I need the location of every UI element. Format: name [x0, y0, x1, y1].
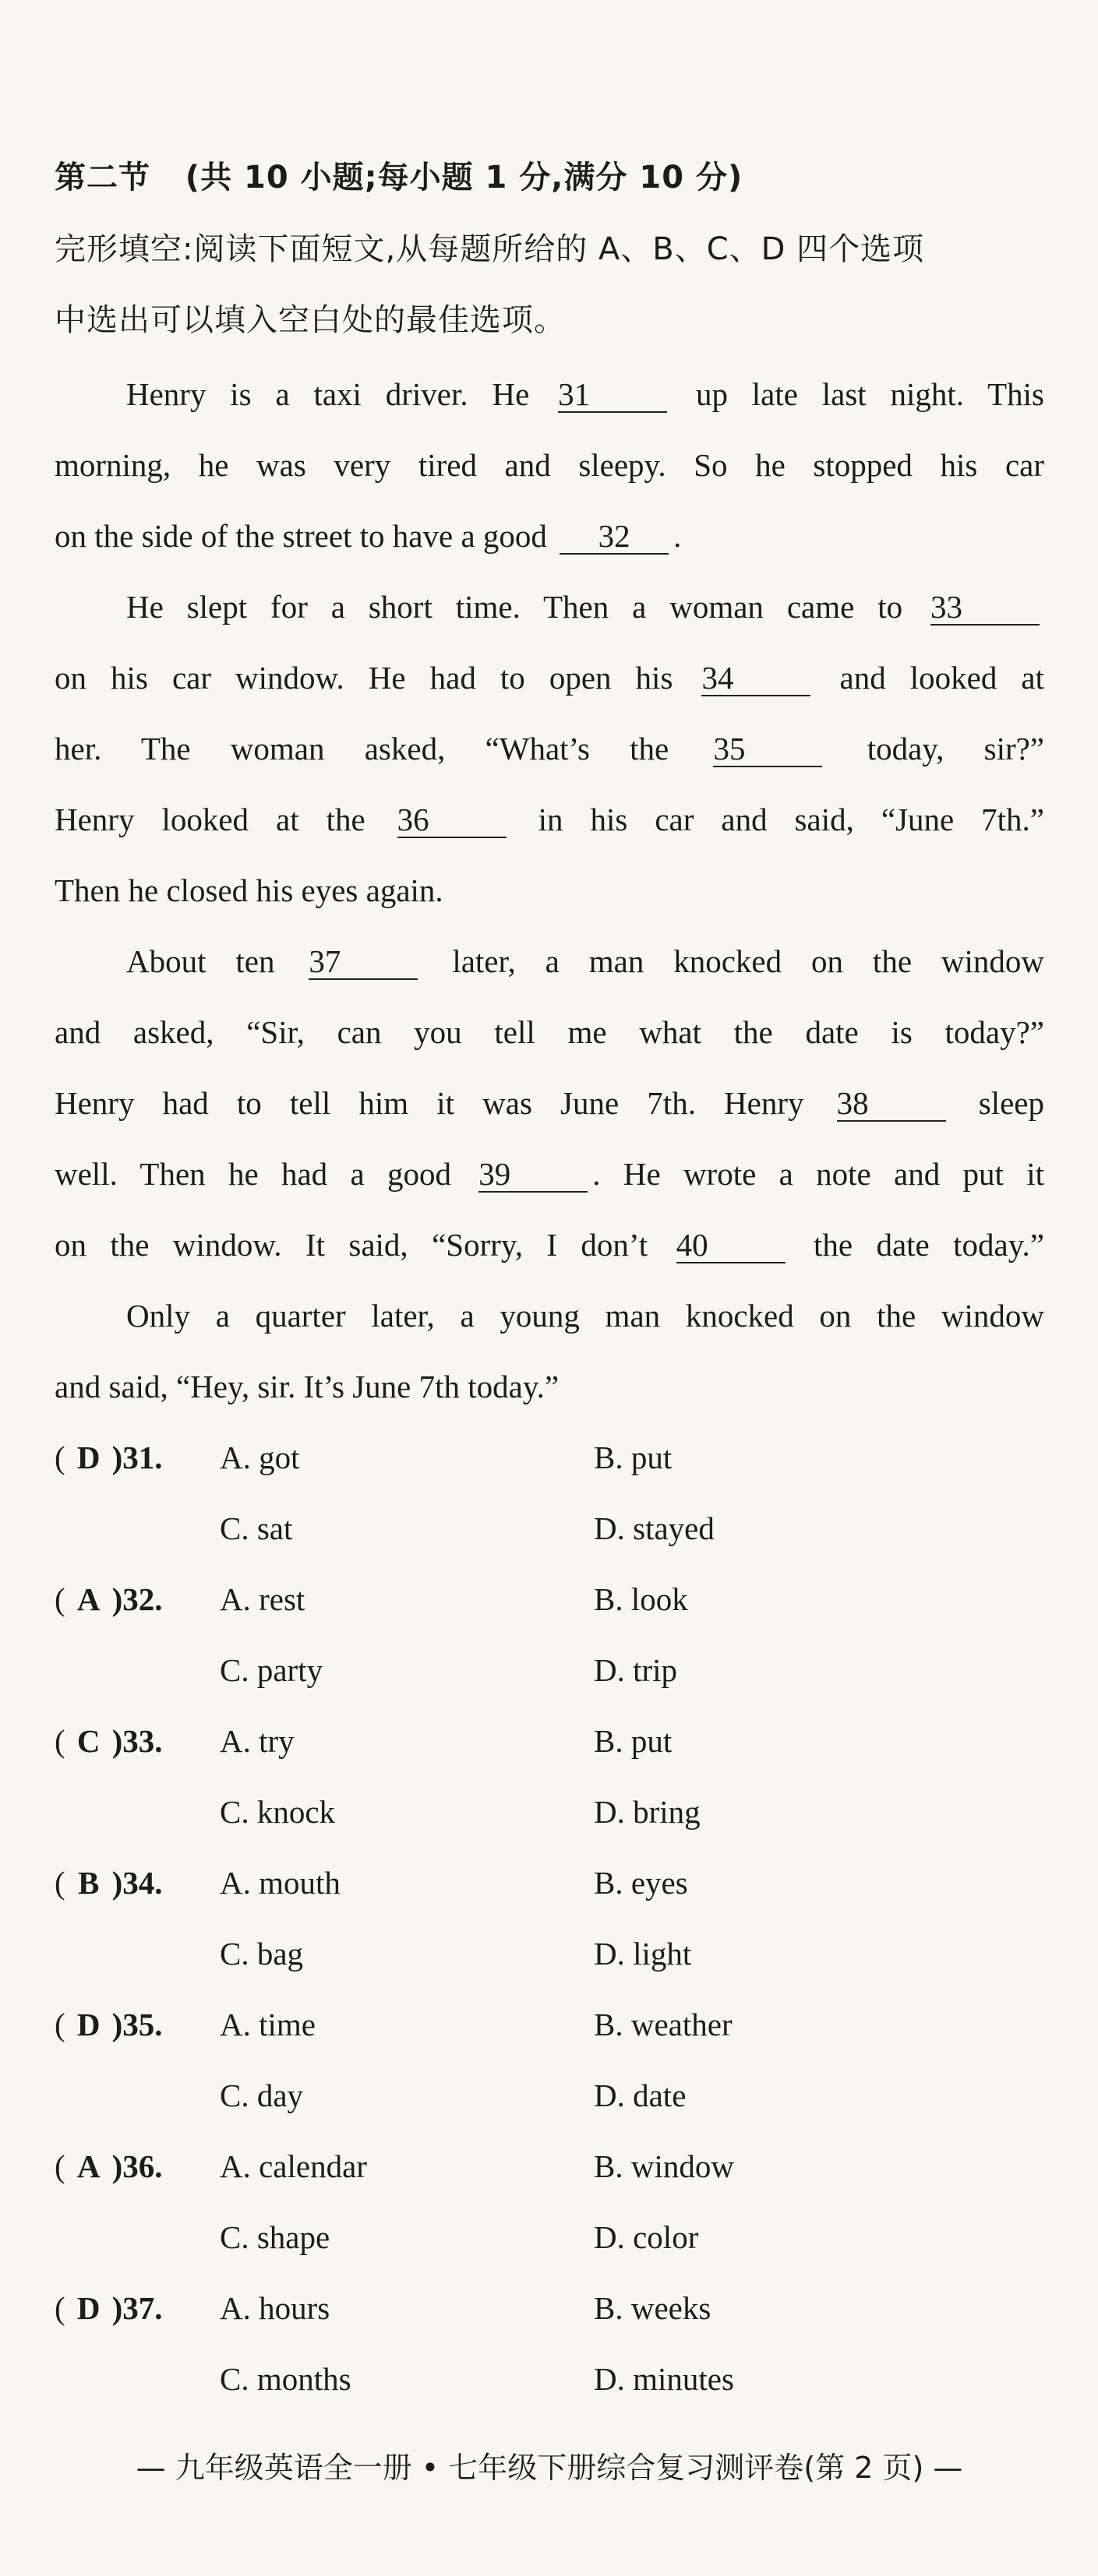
answer-mark: A [76, 2148, 101, 2184]
option-b: B. put [594, 1440, 673, 1475]
option-a: A. calendar [220, 2148, 367, 2184]
option-b: B. window [594, 2148, 734, 2184]
passage-line: on the side of the street to have a good 32 . [55, 518, 682, 554]
passage-line: Henry had to tell him it was June 7th. Henry 38 sleep [55, 1085, 1045, 1121]
passage-line: Henry is a taxi driver. He 31 up late last night. This [126, 376, 1045, 412]
passage-line: Henry looked at the 36 in his car and said, “June 7th.” [55, 802, 1044, 837]
option-c: C. sat [220, 1510, 293, 1546]
instruction-line-2: 中选出可以填入空白处的最佳选项。 [55, 302, 566, 338]
passage-line: and asked, “Sir, can you tell me what the date is today?” [55, 1014, 1044, 1050]
blank-33: 33 [930, 590, 1040, 625]
passage-line: well. Then he had a good 39 . He wrote a note and put it [55, 1156, 1044, 1192]
blank-35: 35 [713, 731, 822, 767]
option-c: C. shape [220, 2219, 330, 2255]
option-a: A. try [220, 1723, 295, 1759]
answer-mark: A [76, 1581, 101, 1617]
answer-mark: D [76, 2290, 101, 2326]
blank-32: 32 [560, 519, 669, 555]
option-a: A. mouth [220, 1865, 341, 1901]
question-number: )34. [111, 1865, 163, 1901]
option-d: D. date [594, 2077, 687, 2113]
section-title: 第二节 [55, 160, 150, 196]
option-c: C. day [220, 2077, 304, 2113]
option-a: A. time [220, 2007, 316, 2042]
instruction-line-1: 完形填空:阅读下面短文,从每题所给的 A、B、C、D 四个选项 [55, 231, 925, 267]
section-header [55, 156, 1044, 199]
option-b: B. eyes [594, 1865, 688, 1901]
page-footer: — 九年级英语全一册 • 七年级下册综合复习测评卷(第 2 页) — [136, 2451, 963, 2485]
blank-31: 31 [558, 377, 667, 413]
blank-38: 38 [837, 1086, 946, 1122]
option-d: D. trip [594, 1652, 678, 1688]
option-c: C. party [220, 1652, 323, 1688]
question-number: )37. [111, 2290, 163, 2326]
answer-mark: D [76, 1440, 101, 1475]
answer-paren: ( A )32. [55, 1577, 163, 1621]
passage-line: and said, “Hey, sir. It’s June 7th today.” [55, 1369, 560, 1404]
option-a: A. rest [220, 1581, 305, 1617]
answer-mark: C [76, 1723, 101, 1759]
passage-line: on his car window. He had to open his 34 and looked at [55, 660, 1044, 696]
option-d: D. minutes [594, 2361, 734, 2397]
passage-line: Then he closed his eyes again. [55, 872, 443, 908]
blank-36: 36 [397, 802, 507, 838]
option-c: C. knock [220, 1794, 336, 1830]
section-note: (共 10 小题;每小题 1 分,满分 10 分) [185, 160, 743, 196]
option-b: B. look [594, 1581, 688, 1617]
option-d: D. light [594, 1936, 692, 1972]
option-b: B. put [594, 1723, 673, 1759]
option-a: A. hours [220, 2290, 330, 2326]
passage-line: About ten 37 later, a man knocked on the window [126, 943, 1045, 979]
option-c: C. months [220, 2361, 351, 2397]
passage-line: Only a quarter later, a young man knocked on the window [126, 1298, 1044, 1334]
question-number: )36. [111, 2148, 163, 2184]
option-b: B. weeks [594, 2290, 711, 2326]
question-number: )35. [111, 2007, 163, 2042]
passage-line: He slept for a short time. Then a woman came to 33 [55, 585, 1044, 629]
blank-39: 39 [478, 1157, 588, 1193]
answer-mark: B [77, 1865, 100, 1901]
option-a: A. got [220, 1440, 300, 1475]
passage-line: morning, he was very tired and sleepy. So he stopped his car [55, 447, 1044, 483]
question-number: )33. [111, 1723, 163, 1759]
answer-paren: ( D )31. [55, 1436, 163, 1479]
answer-paren: ( C )33. [55, 1719, 163, 1763]
option-b: B. weather [594, 2007, 733, 2042]
blank-37: 37 [309, 944, 418, 980]
blank-34: 34 [701, 661, 810, 696]
answer-paren: ( B )34. [55, 1861, 163, 1905]
blank-40: 40 [676, 1228, 786, 1263]
answer-mark: D [76, 2007, 101, 2042]
question-number: )32. [111, 1581, 163, 1617]
option-d: D. color [594, 2219, 699, 2255]
option-d: D. stayed [594, 1510, 715, 1546]
passage-line: on the window. It said, “Sorry, I don’t 40 the date today.” [55, 1227, 1045, 1263]
answer-paren: ( A )36. [55, 2144, 163, 2188]
option-c: C. bag [220, 1936, 304, 1972]
option-d: D. bring [594, 1794, 701, 1830]
question-number: )31. [111, 1440, 163, 1475]
answer-paren: ( D )35. [55, 2003, 163, 2046]
answer-paren: ( D )37. [55, 2286, 163, 2330]
passage-line: her. The woman asked, “What’s the 35 today, sir?” [55, 731, 1045, 766]
